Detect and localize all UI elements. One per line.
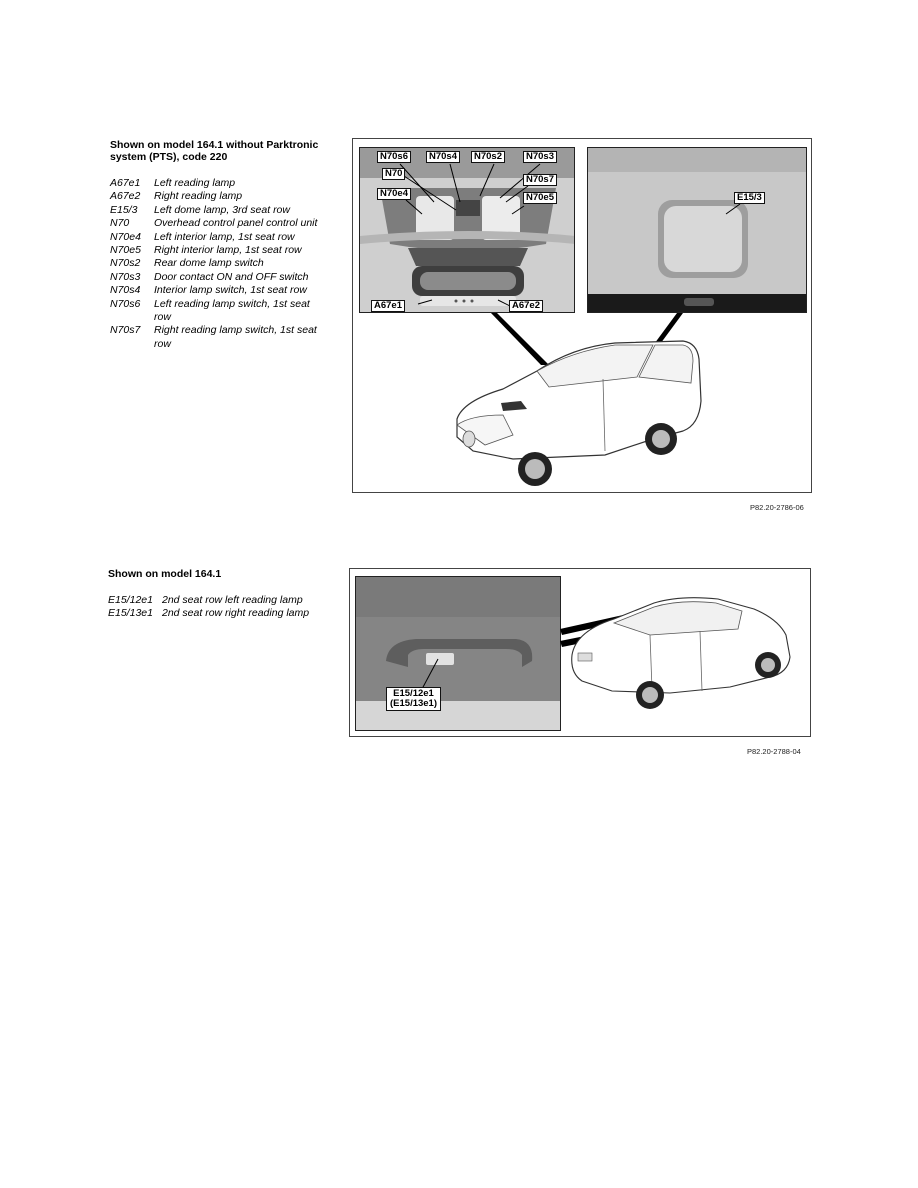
- legend-code: N70s6: [110, 297, 141, 310]
- legend-item: [110, 190, 325, 203]
- section1-legend: [110, 177, 325, 351]
- legend-item: [110, 231, 325, 244]
- legend-item: [110, 284, 325, 297]
- legend-desc: Left reading lamp switch, 1st seat row: [154, 297, 310, 324]
- legend-desc: Left interior lamp, 1st seat row: [154, 230, 295, 243]
- label-n70s4: N70s4: [426, 151, 460, 163]
- legend-code: N70s7: [110, 324, 141, 337]
- legend-code: N70: [110, 217, 130, 230]
- section1-title: Shown on model 164.1 without Parktronic system (PTS), code 220: [110, 139, 319, 163]
- label-n70s7: N70s7: [523, 174, 557, 186]
- label-a67e1: A67e1: [371, 300, 405, 312]
- legend-desc: Left reading lamp: [154, 177, 236, 189]
- label-n70s2: N70s2: [471, 151, 505, 163]
- figure-1-ref: P82.20-2786-06: [750, 503, 804, 512]
- vehicle-drawing-1: [353, 139, 813, 494]
- label-n70e4: N70e4: [377, 188, 411, 200]
- label-a67e2: A67e2: [509, 300, 543, 312]
- legend-code: N70s3: [110, 270, 141, 283]
- legend-desc: Door contact ON and OFF switch: [154, 270, 309, 283]
- figure-1: [352, 138, 812, 493]
- legend-desc: 2nd seat row right reading lamp: [162, 607, 310, 620]
- legend-item: [108, 594, 328, 607]
- legend-desc: Right interior lamp, 1st seat row: [154, 244, 302, 257]
- legend-desc: Left dome lamp, 3rd seat row: [154, 203, 290, 216]
- vehicle-drawing-2: [350, 569, 812, 738]
- legend-item: [110, 271, 325, 284]
- legend-item: [110, 244, 325, 257]
- label-n70s3: N70s3: [523, 151, 557, 163]
- label-line1: E15/12e1: [393, 688, 434, 699]
- legend-code: N70s2: [110, 257, 141, 270]
- legend-code: A67e2: [110, 190, 141, 203]
- legend-item: [110, 204, 325, 217]
- legend-item: [108, 607, 328, 620]
- legend-code: E15/3: [110, 203, 138, 216]
- legend-desc: 2nd seat row left reading lamp: [162, 594, 303, 606]
- legend-item: [110, 324, 325, 351]
- section2-title: Shown on model 164.1: [108, 568, 222, 580]
- legend-code: N70s4: [110, 284, 141, 297]
- legend-desc: Overhead control panel control unit: [154, 217, 318, 230]
- figure-2: [349, 568, 811, 737]
- legend-code: N70e5: [110, 244, 141, 257]
- legend-desc: Interior lamp switch, 1st seat row: [154, 284, 307, 297]
- legend-code: N70e4: [110, 230, 141, 243]
- figure-2-ref: P82.20-2788-04: [747, 747, 801, 756]
- legend-code: E15/12e1: [108, 594, 153, 606]
- label-n70: N70: [382, 168, 405, 180]
- section2-legend: [108, 594, 328, 621]
- label-n70e5: N70e5: [523, 192, 557, 204]
- legend-code: E15/13e1: [108, 607, 153, 620]
- legend-item: [110, 177, 325, 190]
- label-e15-3: E15/3: [734, 192, 765, 204]
- legend-item: [110, 217, 325, 230]
- label-line2: (E15/13e1): [390, 698, 438, 709]
- legend-item: [110, 298, 325, 325]
- legend-code: A67e1: [110, 177, 141, 189]
- legend-item: [110, 257, 325, 270]
- legend-desc: Right reading lamp switch, 1st seat row: [154, 324, 317, 350]
- legend-desc: Right reading lamp: [154, 190, 243, 203]
- legend-desc: Rear dome lamp switch: [154, 257, 264, 270]
- label-n70s6: N70s6: [377, 151, 411, 163]
